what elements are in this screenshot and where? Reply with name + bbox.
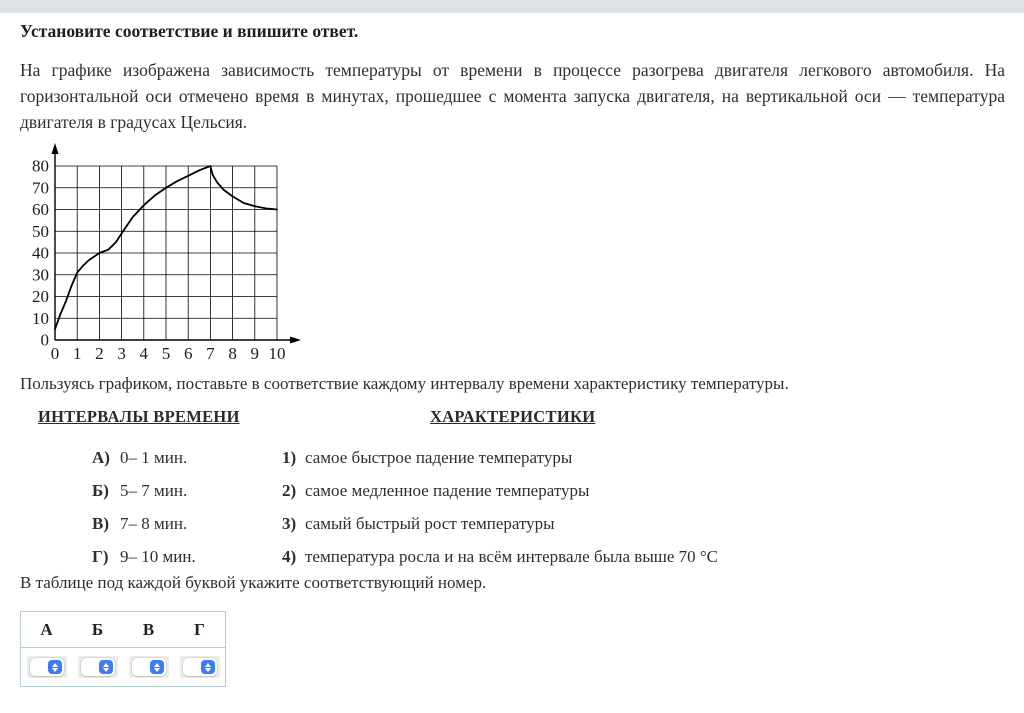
chevron-down-icon <box>154 668 160 672</box>
svg-text:0: 0 <box>50 344 60 363</box>
answer-table-header <box>21 612 225 648</box>
select-stepper-icon <box>150 660 164 674</box>
interval-text: 0– 1 мин. <box>120 447 188 467</box>
svg-text:20: 20 <box>32 287 49 306</box>
answer-select-a[interactable] <box>27 656 67 678</box>
chevron-down-icon <box>103 668 109 672</box>
svg-text:4: 4 <box>139 344 149 363</box>
select-stepper-icon <box>201 660 215 674</box>
select-stepper-icon <box>48 660 62 674</box>
top-bar <box>0 0 1024 13</box>
answer-col-label-g: Г <box>194 619 205 639</box>
chevron-up-icon <box>52 663 58 667</box>
answer-table-body <box>21 648 225 686</box>
characteristic-number: 2) <box>282 480 297 500</box>
svg-text:7: 7 <box>206 344 215 363</box>
interval-letter: Б) <box>92 480 109 500</box>
chevron-up-icon <box>103 663 109 667</box>
svg-text:10: 10 <box>32 308 49 328</box>
page-title: Установите соответствие и впишите ответ. <box>20 21 359 41</box>
answer-cell-a <box>21 648 72 686</box>
chevron-down-icon <box>205 668 211 672</box>
answer-cell-v <box>123 648 174 686</box>
svg-text:1: 1 <box>72 344 82 363</box>
answer-col-label-a: А <box>40 619 53 639</box>
select-value-field <box>132 658 166 676</box>
characteristic-number: 3) <box>282 513 297 533</box>
matching-row <box>0 441 1024 474</box>
chevron-down-icon <box>52 668 58 672</box>
matching-row <box>0 474 1024 507</box>
characteristic-number: 4) <box>282 546 297 566</box>
svg-text:60: 60 <box>32 200 49 219</box>
answer-cell-g <box>174 648 225 686</box>
answer-col-label-v: В <box>142 619 155 639</box>
interval-text: 5– 7 мин. <box>120 480 188 500</box>
select-value-field <box>30 658 64 676</box>
svg-text:80: 80 <box>32 156 49 176</box>
svg-text:9: 9 <box>250 344 260 363</box>
interval-letter: В) <box>92 513 109 533</box>
answer-select-g[interactable] <box>180 656 220 678</box>
matching-rows <box>0 441 1024 573</box>
matching-row <box>0 507 1024 540</box>
characteristics-header: ХАРАКТЕРИСТИКИ <box>430 407 596 426</box>
temperature-time-chart <box>22 140 314 370</box>
characteristic-text: самое медленное падение температуры <box>305 480 590 500</box>
chevron-up-icon <box>205 663 211 667</box>
svg-text:30: 30 <box>32 265 49 285</box>
answer-col-label-b: Б <box>91 619 104 639</box>
svg-text:10: 10 <box>268 344 286 363</box>
matching-instruction: Пользуясь графиком, поставьте в соответствие каждому интервалу времени характеристику температуры. <box>20 374 789 393</box>
answer-instruction: В таблице под каждой буквой укажите соответствующий номер. <box>20 573 487 592</box>
svg-text:50: 50 <box>32 221 49 241</box>
interval-text: 9– 10 мин. <box>120 546 196 566</box>
svg-text:70: 70 <box>32 178 49 198</box>
svg-text:3: 3 <box>117 344 126 363</box>
interval-letter: Г) <box>92 546 109 566</box>
answer-table <box>20 611 226 687</box>
characteristic-number: 1) <box>282 447 297 467</box>
svg-text:8: 8 <box>228 344 237 363</box>
interval-letter: А) <box>92 447 110 467</box>
interval-text: 7– 8 мин. <box>120 513 188 533</box>
answer-select-v[interactable] <box>129 656 169 678</box>
characteristic-text: самый быстрый рост температуры <box>305 513 555 533</box>
svg-text:5: 5 <box>161 344 171 363</box>
answer-cell-b <box>72 648 123 686</box>
svg-text:40: 40 <box>32 243 49 263</box>
select-stepper-icon <box>99 660 113 674</box>
answer-select-b[interactable] <box>78 656 118 678</box>
intervals-header: ИНТЕРВАЛЫ ВРЕМЕНИ <box>38 407 240 426</box>
select-value-field <box>183 658 217 676</box>
select-value-field <box>81 658 115 676</box>
matching-row <box>0 540 1024 573</box>
characteristic-text: температура росла и на всём интервале была выше 70 °C <box>305 546 719 566</box>
svg-text:2: 2 <box>95 344 104 363</box>
characteristic-text: самое быстрое падение температуры <box>305 447 573 467</box>
svg-text:6: 6 <box>183 344 193 363</box>
task-description: На графике изображена зависимость температуры от времени в процессе разогрева двигателя легкового автомобиля. На горизонтальной оси отмечено время в минутах, прошедшее с момента запуска двигателя, на вертикальной оси — температура двигателя в градусах Цельсия. <box>20 60 1005 132</box>
svg-text:0: 0 <box>40 330 49 350</box>
chevron-up-icon <box>154 663 160 667</box>
